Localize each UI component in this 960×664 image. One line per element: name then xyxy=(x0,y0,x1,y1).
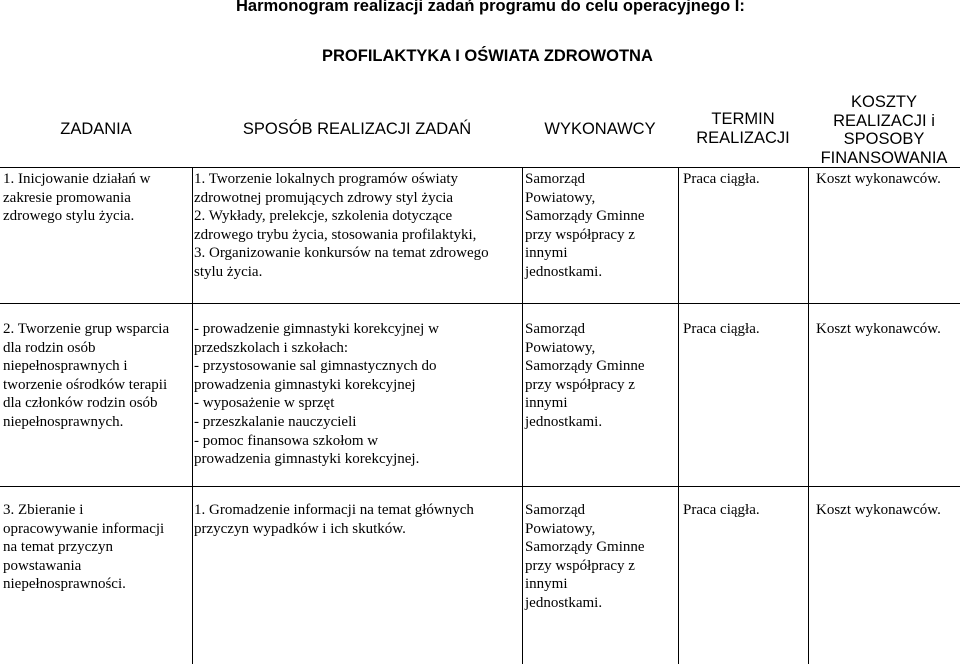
row-divider xyxy=(0,303,960,304)
term-cell: Praca ciągła. xyxy=(683,321,760,337)
method-cell: 1. Gromadzenie informacji na temat głównych przyczyn wypadków i ich skutków. xyxy=(194,502,474,537)
task-cell: 2. Tworzenie grup wsparcia dla rodzin osób niepełnosprawnych i tworzenie ośrodków terapii dla członków rodzin osób niepełnosprawnych. xyxy=(3,321,170,430)
column-header-koszty: KOSZTY REALIZACJI i SPOSOBY FINANSOWANIA xyxy=(820,93,948,167)
header-rule xyxy=(0,167,960,168)
document-subtitle: PROFILAKTYKA I OŚWIATA ZDROWOTNA xyxy=(322,47,653,65)
term-cell: Praca ciągła. xyxy=(683,502,760,518)
cost-cell: Koszt wykonawców. xyxy=(816,321,941,337)
column-header-wykonawcy: WYKONAWCY xyxy=(544,120,656,138)
column-header-sposob: SPOSÓB REALIZACJI ZADAŃ xyxy=(242,120,472,138)
task-cell: 1. Inicjowanie działań w zakresie promowania zdrowego stylu życia. xyxy=(3,171,151,225)
row-divider xyxy=(0,486,960,487)
cost-cell: Koszt wykonawców. xyxy=(816,502,941,518)
column-header-termin: TERMIN REALIZACJI xyxy=(696,110,790,147)
executor-cell: Samorząd Powiatowy, Samorządy Gminne przy współpracy z innymi jednostkami. xyxy=(525,321,645,430)
executor-cell: Samorząd Powiatowy, Samorządy Gminne przy współpracy z innymi jednostkami. xyxy=(525,171,645,280)
term-cell: Praca ciągła. xyxy=(683,171,760,187)
task-cell: 3. Zbieranie i opracowywanie informacji na temat przyczyn powstawania niepełnosprawności. xyxy=(3,502,165,593)
column-divider xyxy=(522,168,523,664)
column-divider xyxy=(192,168,193,664)
cost-cell: Koszt wykonawców. xyxy=(816,171,941,187)
executor-cell: Samorząd Powiatowy, Samorządy Gminne przy współpracy z innymi jednostkami. xyxy=(525,502,645,611)
column-header-zadania: ZADANIA xyxy=(60,120,132,138)
column-divider xyxy=(808,168,809,664)
column-divider xyxy=(678,168,679,664)
document-title: Harmonogram realizacji zadań programu do celu operacyjnego I: xyxy=(236,0,745,15)
method-cell: - prowadzenie gimnastyki korekcyjnej w przedszkolach i szkołach: - przystosowanie sal gimnastycznych do prowadzenia gimnastyki korekcyjnej - wyposażenie w sprzęt - przeszkalanie nauczycieli - pomoc finansowa szkołom w prowadzenia gimnastyki korekcyjnej. xyxy=(194,321,439,468)
method-cell: 1. Tworzenie lokalnych programów oświaty zdrowotnej promujących zdrowy styl życia 2. Wykłady, prelekcje, szkolenia dotyczące zdrowego trybu życia, stosowania profilaktyki, 3. Organizowanie konkursów na temat zdrowego stylu życia. xyxy=(194,171,489,280)
